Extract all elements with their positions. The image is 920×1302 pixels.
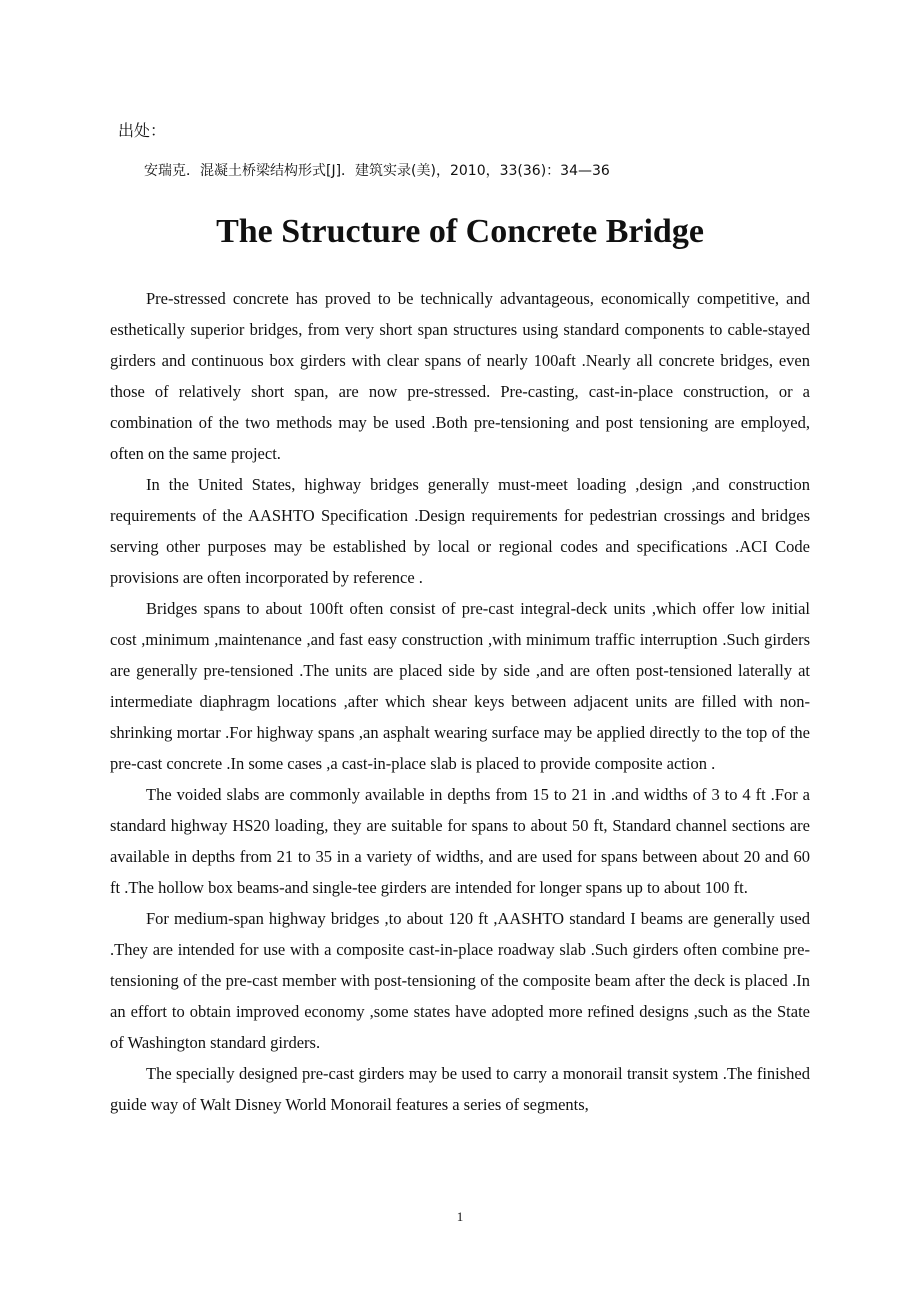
page-number: 1 [456,1209,464,1224]
paragraph-5: For medium-span highway bridges ,to about 120 ft ,AASHTO standard I beams are generally used .They are intended for use with a composite cast-in-place roadway slab .Such girders often combine pre-tensioning of the pre-cast member with post-tensioning of the composite beam after the deck is placed .In an effort to obtain improved economy ,some states have adopted more refined designs ,such as the State of Washington standard girders. [110,909,810,1052]
paragraph-4: The voided slabs are commonly available in depths from 15 to 21 in .and widths of 3 to 4 ft .For a standard highway HS20 loading, they are suitable for spans to about 50 ft, Standard channel sections are available in depths from 21 to 35 in a variety of widths, and are used for spans between about 20 and 60 ft .The hollow box beams-and single-tee girders are intended for longer spans up to about 100 ft. [110,785,810,897]
document-title: The Structure of Concrete Bridge [216,213,704,250]
paragraph-1: Pre-stressed concrete has proved to be technically advantageous, economically competitive, and esthetically superior bridges, from very short span structures using standard components to cable-stayed girders and continuous box girders with clear spans of nearly 100aft .Nearly all concrete bridges, even those of relatively short span, are now pre-stressed. Pre-casting, cast-in-place construction, or a combination of the two methods may be used .Both pre-tensioning and post tensioning are employed, often on the same project. [110,289,810,463]
citation-reference: 安瑞克．混凝土桥梁结构形式[J]．建筑实录(美)，2010，33(36)：34—36 [144,163,610,179]
paragraph-2: In the United States, highway bridges generally must-meet loading ,design ,and construction requirements of the AASHTO Specification .Design requirements for pedestrian crossings and bridges serving other purposes may be established by local or regional codes and specifications .ACI Code provisions are often incorporated by reference . [110,475,810,587]
paragraph-3: Bridges spans to about 100ft often consist of pre-cast integral-deck units ,which offer low initial cost ,minimum ,maintenance ,and fast easy construction ,with minimum traffic interruption .Such girders are generally pre-tensioned .The units are placed side by side ,and are often post-tensioned laterally at intermediate diaphragm locations ,after which shear keys between adjacent units are filled with non-shrinking mortar .For highway spans ,an asphalt wearing surface may be applied directly to the top of the pre-cast concrete .In some cases ,a cast-in-place slab is placed to provide composite action . [110,599,810,773]
source-label: 出处： [118,121,167,140]
paragraph-6: The specially designed pre-cast girders may be used to carry a monorail transit system .The finished guide way of Walt Disney World Monorail features a series of segments, [110,1064,810,1114]
body-text [110,283,810,1120]
